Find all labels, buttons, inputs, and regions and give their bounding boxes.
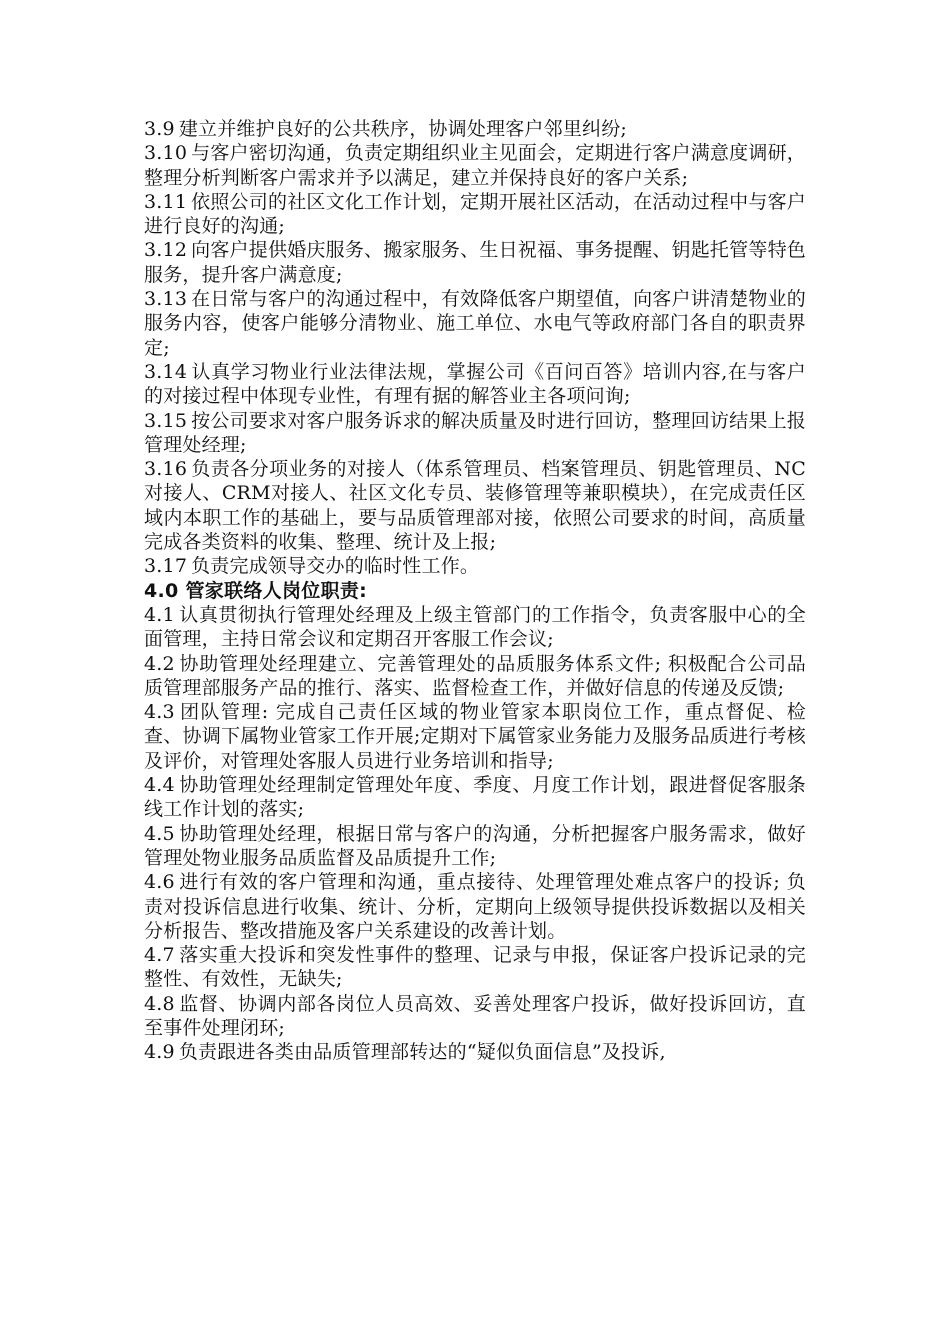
list-item-4-2 (144, 652, 806, 701)
list-item-4-5 (144, 822, 806, 871)
item-text: 进行有效的客户管理和沟通，重点接待、处理管理处难点客户的投诉; 负责对投诉信息进行收集、统计、分析，定期向上级领导提供投诉数据以及相关分析报告、整改措施及客户关系建设的改善计划。 (144, 871, 806, 942)
list-item-3-13 (144, 287, 806, 360)
item-number: 3.15 (144, 409, 188, 432)
list-item-3-14 (144, 360, 806, 409)
list-item-3-15 (144, 409, 806, 458)
item-text: 负责完成领导交办的临时性工作。 (191, 555, 480, 578)
document-page (144, 117, 806, 1065)
item-number: 3.11 (144, 190, 188, 213)
item-number: 4.3 (144, 701, 175, 724)
list-item-4-7 (144, 943, 806, 992)
item-number: 3.17 (144, 555, 188, 578)
item-number: 3.13 (144, 288, 188, 311)
list-item-4-4 (144, 773, 806, 822)
section-4-list (144, 603, 806, 1065)
item-text: 团队管理: 完成自己责任区域的物业管家本职岗位工作，重点督促、检查、协调下属物业管家工作开展;定期对下属管家业务能力及服务品质进行考核及评价，对管理处客服人员进行业务培训和指导; (144, 701, 806, 772)
item-text: 按公司要求对客户服务诉求的解决质量及时进行回访，整理回访结果上报管理处经理; (144, 409, 806, 456)
section-4-heading: 4.0 管家联络人岗位职责: (144, 579, 368, 602)
item-number: 3.16 (144, 458, 188, 481)
item-text: 与客户密切沟通，负责定期组织业主见面会，定期进行客户满意度调研，整理分析判断客户需求并予以满足，建立并保持良好的客户关系; (144, 142, 806, 189)
item-text: 协助管理处经理，根据日常与客户的沟通，分析把握客户服务需求，做好管理处物业服务品质监督及品质提升工作; (144, 822, 806, 869)
list-item-3-17 (144, 554, 806, 578)
item-text: 协助管理处经理制定管理处年度、季度、月度工作计划，跟进督促客服条线工作计划的落实; (144, 774, 806, 821)
item-number: 3.12 (144, 239, 188, 262)
list-item-3-10 (144, 141, 806, 190)
item-number: 3.10 (144, 142, 188, 165)
list-item-4-3 (144, 700, 806, 773)
item-number: 4.4 (144, 774, 175, 797)
item-number: 4.2 (144, 652, 175, 675)
item-number: 4.1 (144, 603, 175, 626)
list-item-3-12 (144, 238, 806, 287)
item-number: 4.5 (144, 822, 175, 845)
list-item-4-6 (144, 870, 806, 943)
item-text: 在日常与客户的沟通过程中，有效降低客户期望值，向客户讲清楚物业的服务内容，使客户能够分清物业、施工单位、水电气等政府部门各自的职责界定; (144, 288, 806, 359)
list-item-4-1 (144, 603, 806, 652)
list-item-3-9 (144, 117, 806, 141)
list-item-4-8 (144, 992, 806, 1041)
item-text: 落实重大投诉和突发性事件的整理、记录与申报，保证客户投诉记录的完整性、有效性，无缺失; (144, 944, 806, 991)
list-item-3-16 (144, 457, 806, 554)
section-3-list (144, 117, 806, 579)
list-item-3-11 (144, 190, 806, 239)
list-item-4-9 (144, 1040, 806, 1064)
item-text: 依照公司的社区文化工作计划，定期开展社区活动，在活动过程中与客户进行良好的沟通; (144, 190, 806, 238)
item-number: 3.14 (144, 360, 188, 383)
item-number: 4.7 (144, 944, 175, 967)
item-text: 认真贯彻执行管理处经理及上级主管部门的工作指令，负责客服中心的全面管理，主持日常会议和定期召开客服工作会议; (144, 603, 806, 651)
item-number: 4.9 (144, 1041, 175, 1064)
item-number: 3.9 (144, 118, 175, 140)
item-text: 负责各分项业务的对接人（体系管理员、档案管理员、钥匙管理员、NC对接人、CRM对接人、社区文化专员、装修管理等兼职模块），在完成责任区域内本职工作的基础上，要与品质管理部对接，依照公司要求的时间，高质量完成各类资料的收集、整理、统计及上报; (144, 458, 806, 554)
item-text: 监督、协调内部各岗位人员高效、妥善处理客户投诉，做好投诉回访，直至事件处理闭环; (144, 992, 806, 1039)
item-text: 协助管理处经理建立、完善管理处的品质服务体系文件; 积极配合公司品质管理部服务产品的推行、落实、监督检查工作，并做好信息的传递及反馈; (144, 652, 806, 699)
item-text: 负责跟进各类由品质管理部转达的“疑似负面信息”及投诉, (178, 1041, 666, 1064)
item-number: 4.8 (144, 992, 175, 1015)
item-text: 向客户提供婚庆服务、搬家服务、生日祝福、事务提醒、钥匙托管等特色服务，提升客户满意度; (144, 239, 806, 286)
item-text: 认真学习物业行业法律法规，掌握公司《百问百答》培训内容,在与客户的对接过程中体现专业性，有理有据的解答业主各项问询; (144, 360, 806, 408)
item-text: 建立并维护良好的公共秩序，协调处理客户邻里纠纷; (178, 118, 628, 140)
item-number: 4.6 (144, 871, 175, 894)
